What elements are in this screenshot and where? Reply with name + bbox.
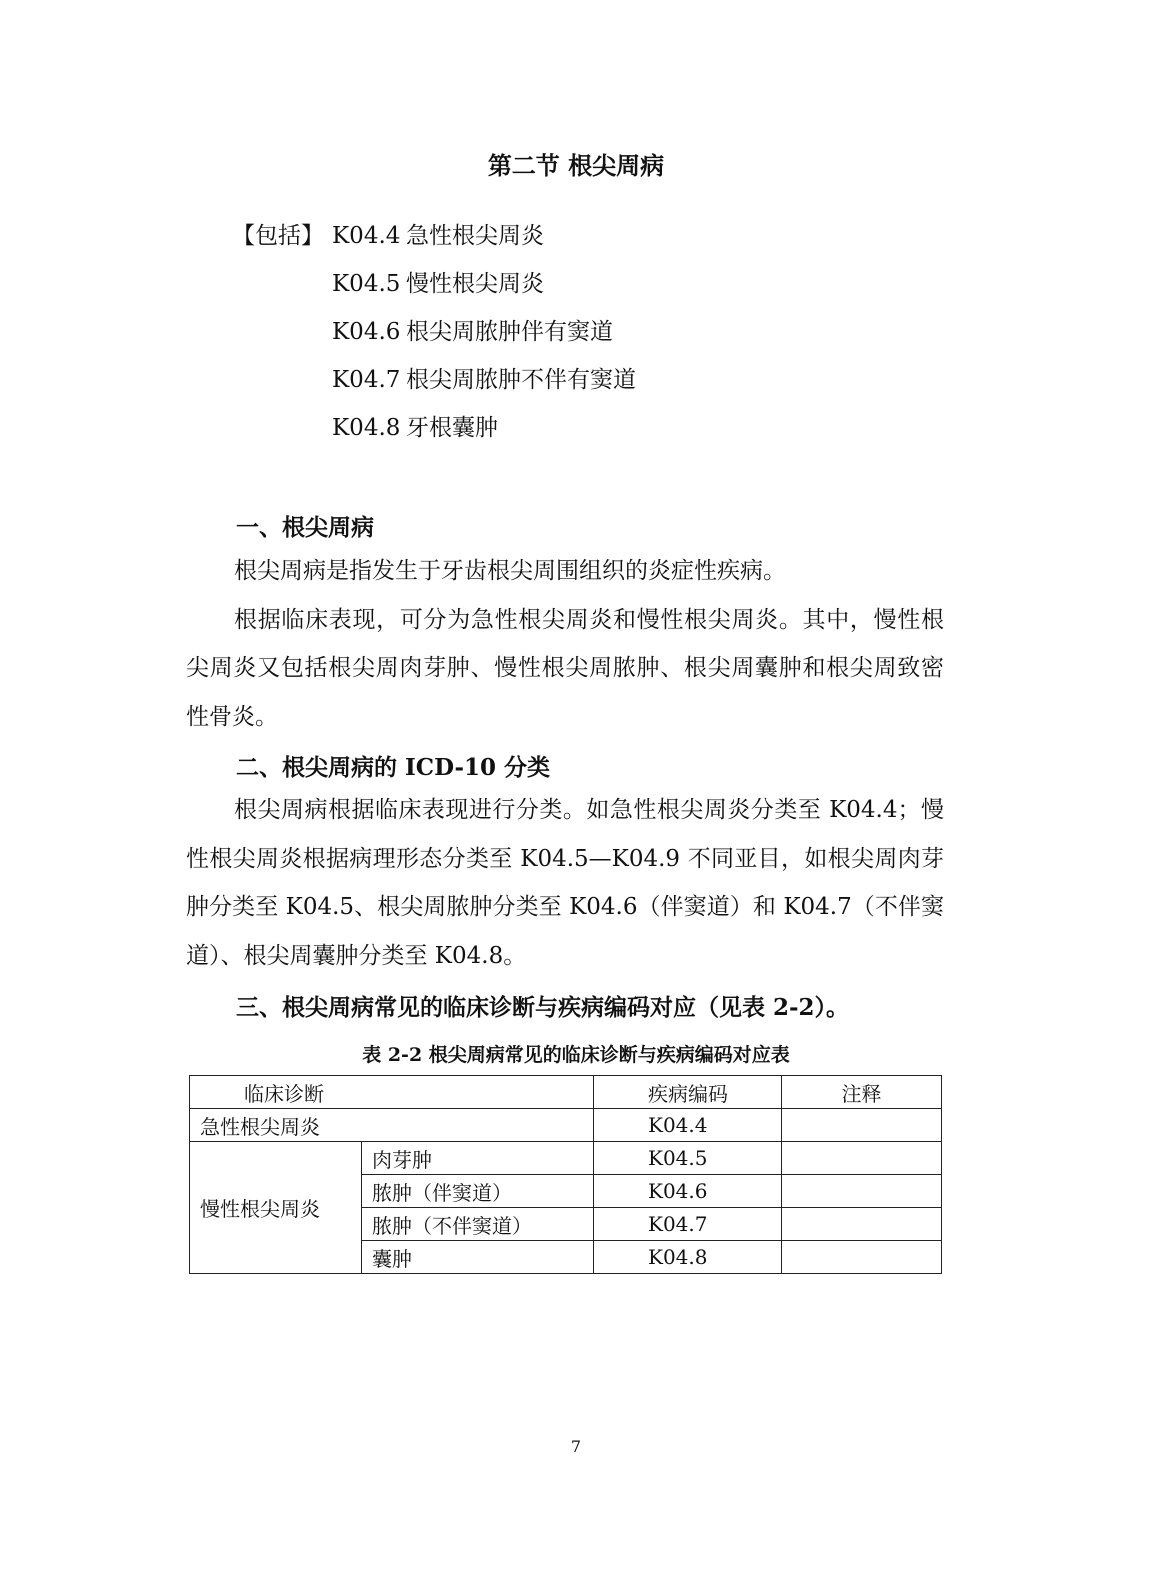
- subtype-cell: 囊肿: [362, 1241, 594, 1274]
- includes-row: [232, 219, 544, 253]
- includes-row: [232, 315, 613, 349]
- includes-row: [232, 363, 636, 397]
- includes-label: 【包括】: [232, 223, 324, 249]
- subtype-cell: 脓肿（不伴窦道）: [362, 1208, 594, 1241]
- header-note: 注释: [782, 1076, 942, 1109]
- table-caption: 表 2-2 根尖周病常见的临床诊断与疾病编码对应表: [362, 1044, 790, 1066]
- includes-row: [232, 267, 544, 301]
- code-cell: K04.8: [594, 1241, 782, 1274]
- diagnosis-cell: 急性根尖周炎: [190, 1109, 594, 1142]
- table-header-row: [190, 1076, 942, 1109]
- header-code: 疾病编码: [594, 1076, 782, 1109]
- includes-row: [232, 411, 498, 445]
- table-row: [190, 1142, 942, 1175]
- code-cell: K04.6: [594, 1175, 782, 1208]
- paragraph: 根尖周病是指发生于牙齿根尖周围组织的炎症性疾病。: [234, 558, 786, 584]
- diagnosis-group-cell: 慢性根尖周炎: [190, 1142, 362, 1274]
- note-cell: [782, 1142, 942, 1175]
- includes-code: K04.8: [332, 415, 401, 441]
- code-cell: K04.4: [594, 1109, 782, 1142]
- code-cell: K04.7: [594, 1208, 782, 1241]
- header-diagnosis: 临床诊断: [190, 1076, 594, 1109]
- includes-code: K04.7: [332, 367, 401, 393]
- includes-name: 根尖周脓肿伴有窦道: [406, 319, 613, 345]
- heading-sec2: 二、根尖周病的 ICD-10 分类: [236, 754, 551, 781]
- subtype-cell: 肉芽肿: [362, 1142, 594, 1175]
- page-number: 7: [570, 1437, 582, 1456]
- sec2-body: [186, 786, 944, 980]
- includes-name: 根尖周脓肿不伴有窦道: [406, 367, 636, 393]
- heading-sec3: 三、根尖周病常见的临床诊断与疾病编码对应（见表 2-2）。: [236, 994, 850, 1021]
- includes-code: K04.6: [332, 319, 401, 345]
- section-title: 第二节 根尖周病: [487, 151, 665, 180]
- note-cell: [782, 1241, 942, 1274]
- includes-name: 慢性根尖周炎: [406, 271, 544, 297]
- note-cell: [782, 1208, 942, 1241]
- includes-code: K04.5: [332, 271, 401, 297]
- includes-name: 牙根囊肿: [406, 415, 498, 441]
- sec1-body: [186, 547, 944, 741]
- code-cell: K04.5: [594, 1142, 782, 1175]
- includes-code: K04.4: [332, 223, 401, 249]
- table-row: [190, 1109, 942, 1142]
- paragraph: 根尖周病根据临床表现进行分类。如急性根尖周炎分类至 K04.4；慢性根尖周炎根据病理形态分类至 K04.5—K04.9 不同亚目，如根尖周肉芽肿分类至 K04.5、根尖周脓肿分类至 K04.6（伴窦道）和 K04.7（不伴窦道）、根尖周囊肿分类至 K04.8。: [186, 797, 944, 969]
- note-cell: [782, 1109, 942, 1142]
- diagnosis-code-table: [189, 1075, 942, 1274]
- subtype-cell: 脓肿（伴窦道）: [362, 1175, 594, 1208]
- note-cell: [782, 1175, 942, 1208]
- heading-sec1: 一、根尖周病: [236, 514, 374, 541]
- includes-name: 急性根尖周炎: [406, 223, 544, 249]
- paragraph: 根据临床表现，可分为急性根尖周炎和慢性根尖周炎。其中，慢性根尖周炎又包括根尖周肉芽肿、慢性根尖周脓肿、根尖周囊肿和根尖周致密性骨炎。: [186, 606, 944, 730]
